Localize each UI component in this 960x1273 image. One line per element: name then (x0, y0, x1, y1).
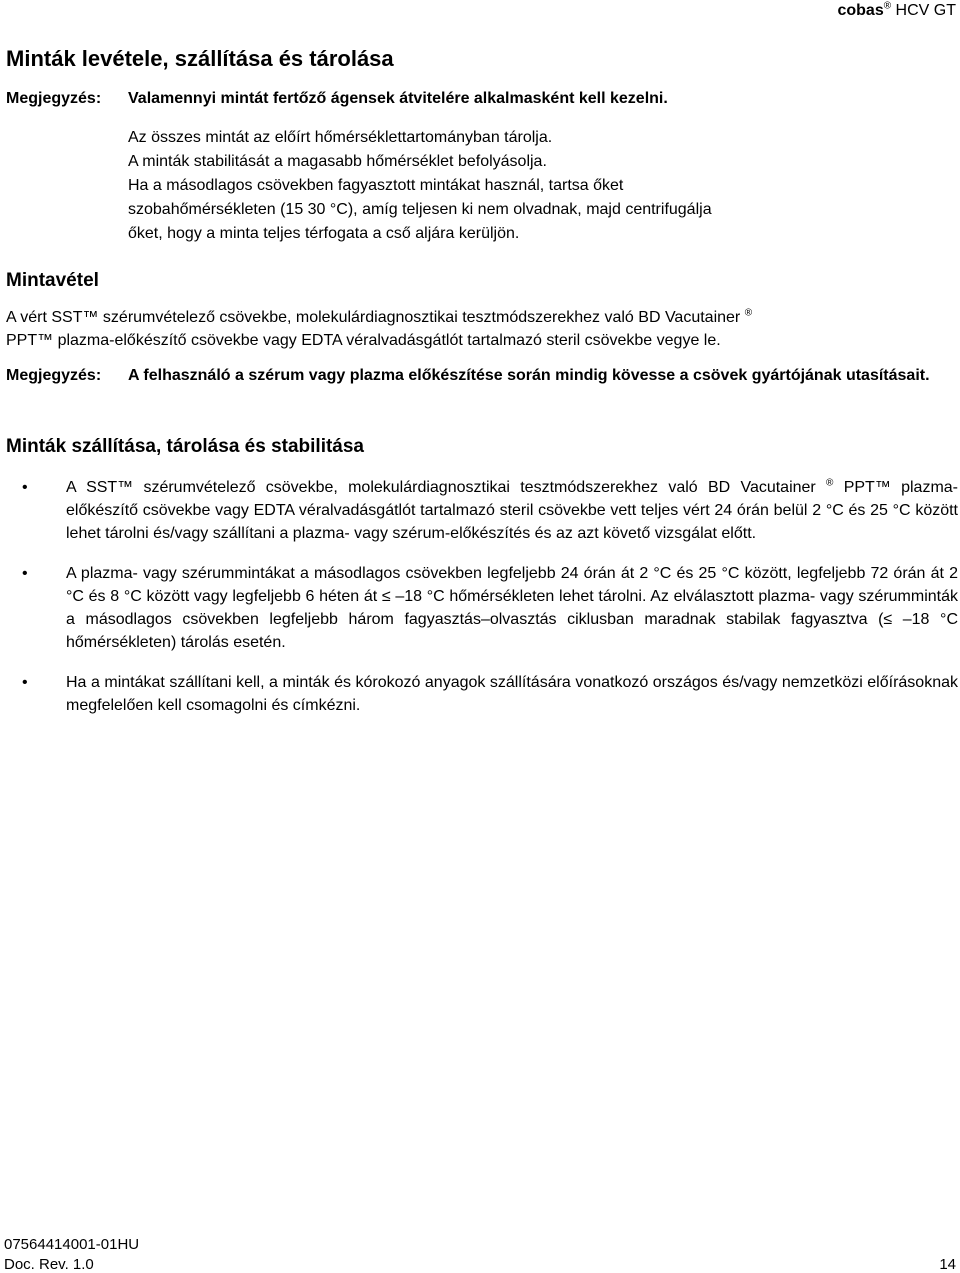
list-item (22, 562, 958, 654)
doc-number: 07564414001-01HU (4, 1236, 140, 1253)
list-item (22, 476, 958, 545)
section-title: Minták levétele, szállítása és tárolása (6, 46, 394, 71)
registered-mark: ® (826, 477, 834, 489)
bullet-icon: • (22, 479, 28, 496)
note-text: A felhasználó a szérum vagy plazma előkészítése során mindig kövesse a csövek gyártójának utasításait. (128, 367, 930, 384)
collection-paragraph (6, 306, 946, 352)
storage-bullet-list (22, 476, 958, 734)
doc-revision: Doc. Rev. 1.0 (4, 1256, 94, 1273)
collection-text-a: A vért SST™ szérumvételező csövekbe, molekulárdiagnosztikai tesztmódszerekhez való BD Vacutainer (6, 309, 741, 326)
handling-note (6, 90, 956, 108)
collection-text-b: PPT™ plazma-előkészítő csövekbe vagy EDTA véralvadásgátlót tartalmazó steril csövekbe vegye le. (6, 332, 721, 349)
bullet-text: A plazma- vagy szérummintákat a másodlagos csövekben legfeljebb 24 órán át 2 °C és 25 °C között, legfeljebb 72 órán át 2 °C és 8 °C között vagy legfeljebb 6 héten át ≤ –18 °C hőmérsékleten lehet tárolni. Az elválasztott plazma- vagy szérumminták a másodlagos csövekben legfeljebb három fagyasztás–olvasztás ciklusban maradnak stabilak fagyasztva (≤ –18 °C hőmérsékleten) tárolás esetén. (66, 565, 958, 651)
brand-name: cobas (837, 2, 884, 19)
bullet-text-b: PPT™ plazma-előkészítő csövekbe vagy EDTA véralvadásgátlót tartalmazó steril csövekbe vett teljes vért 24 órán belül 2 °C és 25 °C között lehet tárolni és/vagy szállítani a plazma- vagy szérum-előkészítés és az azt követő vizsgálat előtt. (66, 479, 958, 542)
note-text: Valamennyi mintát fertőző ágensek átvitelére alkalmasként kell kezelni. (128, 90, 668, 107)
subsection-title-storage: Minták szállítása, tárolása és stabilitása (6, 436, 365, 457)
subsection-title-mintavetel: Mintavétel (6, 270, 99, 291)
instruction-line: Az összes mintát az előírt hőmérséklettartományban tárolja. (128, 129, 553, 146)
note-label: Megjegyzés: (6, 90, 102, 107)
storage-instructions (128, 126, 748, 246)
instruction-line: A minták stabilitását a magasabb hőmérséklet befolyásolja. (128, 153, 547, 170)
instruction-line: Ha a másodlagos csövekben fagyasztott mintákat használ, tartsa őket szobahőmérsékleten (15 30 °C), amíg teljesen ki nem olvadnak, majd centrifugálja őket, hogy a minta teljes térfogata a cső aljára kerüljön. (128, 177, 712, 242)
list-item (22, 671, 958, 717)
product-name: HCV GT (895, 2, 956, 19)
bullet-icon: • (22, 565, 28, 582)
bullet-icon: • (22, 674, 28, 691)
registered-mark: ® (744, 307, 753, 319)
document-header (837, 2, 956, 20)
bullet-text-a: A SST™ szérumvételező csövekbe, molekulárdiagnosztikai tesztmódszerekhez való BD Vacutainer (66, 479, 816, 496)
manufacturer-note (6, 364, 956, 387)
registered-mark: ® (883, 0, 892, 12)
note-label: Megjegyzés: (6, 367, 102, 384)
bullet-text: Ha a mintákat szállítani kell, a minták és kórokozó anyagok szállítására vonatkozó országos és/vagy nemzetközi előírásoknak megfelelően kell csomagolni és címkézni. (66, 674, 958, 714)
page-number: 14 (939, 1256, 956, 1273)
